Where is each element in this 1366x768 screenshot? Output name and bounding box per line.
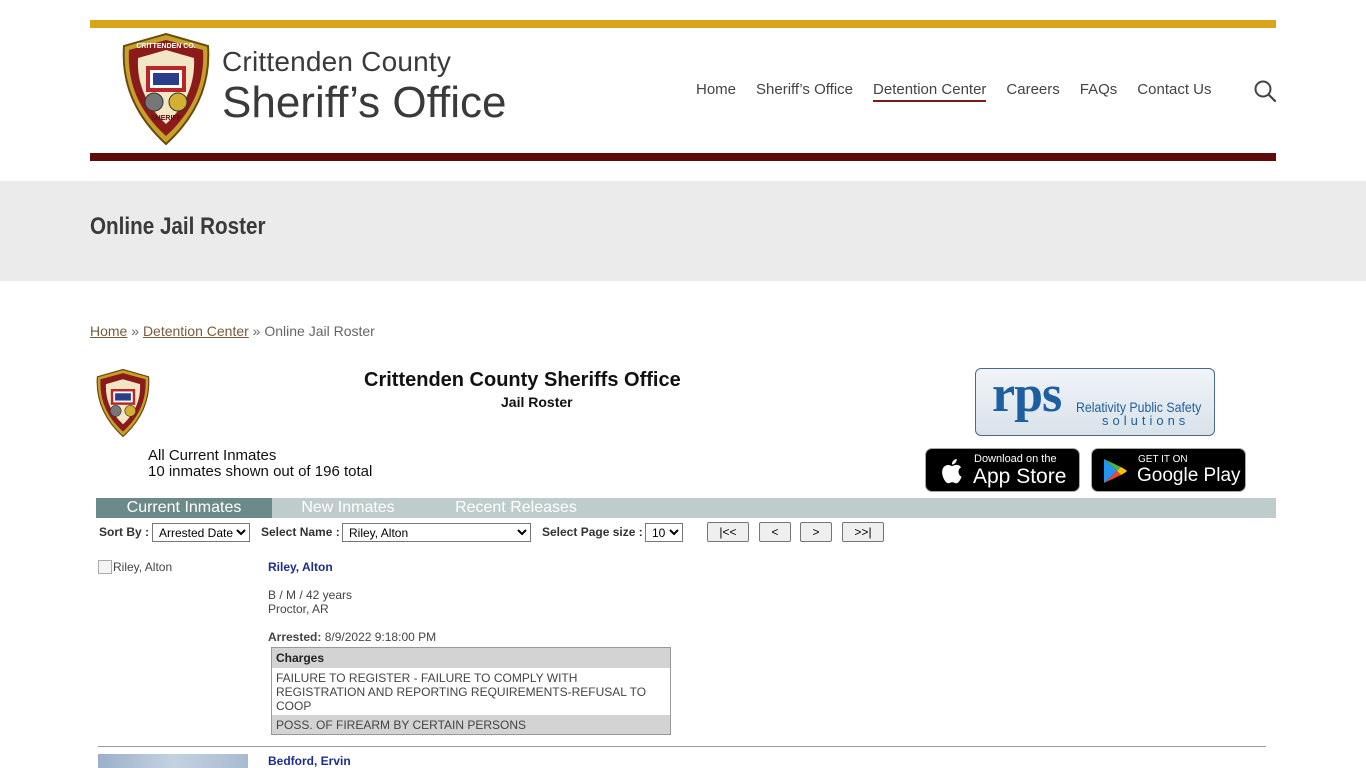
last-page-button[interactable]: >>|	[842, 522, 884, 542]
inmate-divider	[98, 746, 1266, 747]
inmate-photo-alt: Riley, Alton	[113, 560, 173, 574]
tab-new-inmates[interactable]: New Inmates	[301, 499, 395, 516]
page-size-select[interactable]	[645, 523, 683, 542]
select-name-label: Select Name :	[261, 525, 340, 539]
google-play-small-text: GET IT ON	[1138, 454, 1188, 465]
roster-badge-logo	[95, 368, 151, 438]
tab-recent-releases[interactable]: Recent Releases	[455, 499, 577, 516]
rps-logo-line1: Relativity Public Safety	[1076, 399, 1202, 415]
page-title: Online Jail Roster	[90, 213, 266, 240]
site-header	[90, 20, 1276, 161]
app-store-small-text: Download on the	[974, 453, 1057, 465]
apple-icon	[938, 457, 964, 485]
rps-logo[interactable]	[975, 368, 1215, 436]
select-name-dropdown[interactable]	[342, 523, 531, 542]
roster-subtitle: Jail Roster	[501, 394, 573, 410]
inmate-location: Proctor, AR	[268, 602, 329, 616]
arrested-value: 8/9/2022 9:18:00 PM	[324, 630, 437, 644]
header-bottom-bar	[90, 153, 1276, 161]
app-store-button[interactable]	[925, 448, 1080, 492]
charges-table	[271, 647, 671, 735]
google-play-big-text: Google Play	[1137, 465, 1241, 486]
breadcrumb-separator: »	[252, 323, 261, 339]
page-title-band	[0, 181, 1366, 281]
nav-home[interactable]: Home	[696, 81, 737, 98]
roster-summary-count: 10 inmates shown out of 196 total	[148, 463, 373, 480]
badge-text-mid: SHERIFF	[151, 115, 181, 122]
breadcrumb-home[interactable]: Home	[90, 323, 128, 339]
badge-text-top: CRITTENDEN CO.	[136, 43, 196, 50]
inmate-name-link[interactable]: Bedford, Ervin	[268, 754, 351, 768]
broken-image-icon	[98, 560, 112, 574]
inmate-photo[interactable]	[98, 754, 248, 768]
inmate-name-link[interactable]: Riley, Alton	[268, 560, 333, 574]
arrested-label: Arrested:	[268, 630, 322, 644]
rps-logo-mark: rps	[992, 368, 1062, 423]
search-icon[interactable]	[1253, 79, 1277, 103]
google-play-icon	[1102, 458, 1128, 484]
tab-current-inmates[interactable]: Current Inmates	[96, 498, 272, 518]
breadcrumb-detention-center[interactable]: Detention Center	[142, 323, 249, 339]
breadcrumb-separator: »	[131, 323, 140, 339]
sort-by-label: Sort By :	[99, 525, 150, 539]
charge-row: FAILURE TO REGISTER - FAILURE TO COMPLY WITH REGISTRATION AND REPORTING REQUIREMENTS-REFUSAL TO COOP	[276, 671, 647, 713]
first-page-button[interactable]: |<<	[707, 522, 749, 542]
nav-careers[interactable]: Careers	[1006, 81, 1060, 98]
inmate-arrested	[268, 630, 436, 644]
nav-detention-center[interactable]: Detention Center	[873, 81, 986, 102]
breadcrumb	[90, 323, 375, 339]
main-nav	[696, 81, 1232, 102]
charge-row: POSS. OF FIREARM BY CERTAIN PERSONS	[272, 715, 670, 734]
rps-logo-line2: solutions	[1102, 413, 1190, 428]
google-play-button[interactable]	[1091, 448, 1246, 492]
nav-contact-us[interactable]: Contact Us	[1137, 81, 1212, 98]
next-page-button[interactable]: >	[800, 522, 832, 542]
roster-summary-title: All Current Inmates	[148, 447, 277, 464]
breadcrumb-current: Online Jail Roster	[264, 323, 375, 339]
roster-org-name: Crittenden County Sheriffs Office	[364, 369, 681, 391]
charges-header: Charges	[272, 648, 670, 668]
site-title-line2[interactable]: Sheriff’s Office	[222, 78, 507, 127]
nav-sheriffs-office[interactable]: Sheriff’s Office	[756, 81, 854, 98]
app-store-big-text: App Store	[973, 465, 1067, 488]
sort-by-select[interactable]	[152, 523, 250, 542]
nav-faqs[interactable]: FAQs	[1079, 81, 1118, 98]
inmate-photo[interactable]	[98, 560, 172, 574]
roster-tab-bar	[96, 498, 1276, 518]
sheriff-badge-logo[interactable]	[120, 32, 212, 146]
prev-page-button[interactable]: <	[759, 522, 791, 542]
site-title-line1[interactable]: Crittenden County	[222, 46, 452, 77]
inmate-demographics: B / M / 42 years	[268, 588, 353, 602]
header-top-bar	[90, 20, 1276, 28]
page-size-label: Select Page size :	[542, 525, 643, 539]
